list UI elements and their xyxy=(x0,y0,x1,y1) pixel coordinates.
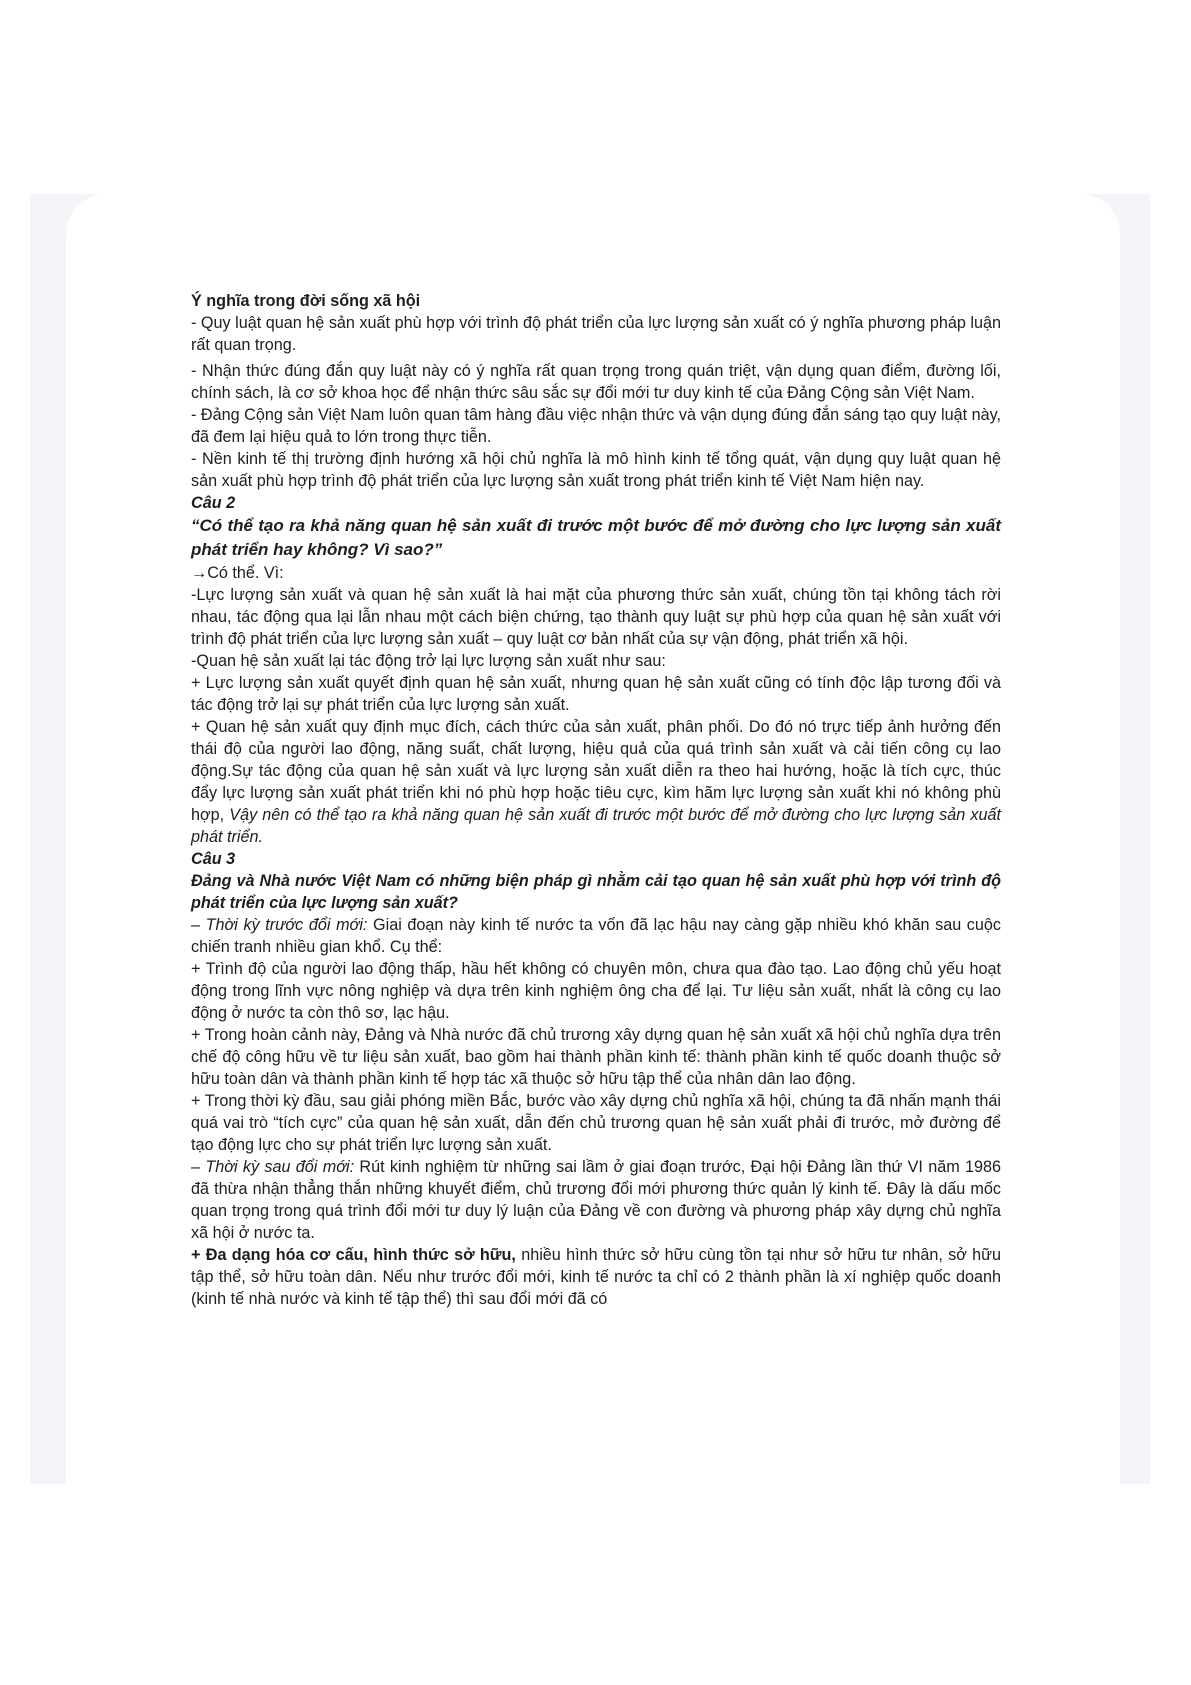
paragraph: -Lực lượng sản xuất và quan hệ sản xuất là hai mặt của phương thức sản xuất, chúng tồn tại không tách rời nhau, tác động qua lại lẫn nhau một cách biện chứng, tạo thành quy luật sự phù hợp của quan hệ sản xuất với trình độ phát triển của lực lượng sản xuất – quy luật cơ bản nhất của sự vận động, phát triển xã hội. xyxy=(191,586,1001,648)
answer-lead: →Có thể. Vì: xyxy=(191,564,284,582)
paragraph: - Nhận thức đúng đắn quy luật này có ý nghĩa rất quan trọng trong quán triệt, vận dụng quan điểm, đường lối, chính sách, là cơ sở khoa học để nhận thức sâu sắc sự đổi mới tư duy kinh tế của Đảng Cộng sản Việt Nam. xyxy=(191,362,1001,402)
paragraph-text: Rút kinh nghiệm từ những sai lầm ở giai đoạn trước, Đại hội Đảng lần thứ VI năm 1986 đã thừa nhận thẳng thắn những khuyết điểm, chủ trương đổi mới phương thức quản lý kinh tế. Đây là dấu mốc quan trọng trong quá trình đổi mới tư duy lý luận của Đảng về con đường và phương pháp xây dựng chủ nghĩa xã hội ở nước ta. xyxy=(191,1158,1002,1242)
paragraph: + Trong thời kỳ đầu, sau giải phóng miền Bắc, bước vào xây dựng chủ nghĩa xã hội, chúng ta đã nhấn mạnh thái quá vai trò “tích cực” của quan hệ sản xuất, dẫn đến chủ trương quan hệ sản xuất phải đi trước, mở đường để tạo động lực cho sự phát triển lực lượng sản xuất. xyxy=(191,1092,1001,1154)
paragraph-text: Giai đoạn này kinh tế nước ta vốn đã lạc hậu nay càng gặp nhiều khó khăn sau cuộc chiến tranh nhiều gian khổ. Cụ thể: xyxy=(191,916,1002,956)
paragraph: - Quy luật quan hệ sản xuất phù hợp với trình độ phát triển của lực lượng sản xuất có ý nghĩa phương pháp luận rất quan trọng. xyxy=(191,314,1001,354)
paragraph xyxy=(191,716,1001,848)
document-body xyxy=(191,290,1001,1310)
paragraph: + Lực lượng sản xuất quyết định quan hệ sản xuất, nhưng quan hệ sản xuất cũng có tính độc lập tương đối và tác động trở lại sự phát triển của lực lượng sản xuất. xyxy=(191,674,1001,714)
section-title: Ý nghĩa trong đời sống xã hội xyxy=(191,292,421,310)
paragraph: + Trong hoàn cảnh này, Đảng và Nhà nước đã chủ trương xây dựng quan hệ sản xuất xã hội chủ nghĩa dựa trên chế độ công hữu về tư liệu sản xuất, bao gồm hai thành phần kinh tế: thành phần kinh tế quốc doanh thuộc sở hữu toàn dân và thành phần kinh tế hợp tác xã thuộc sở hữu tập thể của nhân dân lao động. xyxy=(191,1026,1001,1088)
paragraph xyxy=(191,914,1001,958)
paragraph: - Đảng Cộng sản Việt Nam luôn quan tâm hàng đầu việc nhận thức và vận dụng đúng đắn sáng tạo quy luật này, đã đem lại hiệu quả to lớn trong thực tiễn. xyxy=(191,406,1001,446)
question-text: Đảng và Nhà nước Việt Nam có những biện pháp gì nhằm cải tạo quan hệ sản xuất phù hợp với trình độ phát triển của lực lượng sản xuất? xyxy=(191,872,1001,912)
paragraph: -Quan hệ sản xuất lại tác động trở lại lực lượng sản xuất như sau: xyxy=(191,652,666,670)
period-label: – Thời kỳ trước đổi mới: xyxy=(191,916,368,934)
paragraph-text: + Quan hệ sản xuất quy định mục đích, cách thức của sản xuất, phân phối. Do đó nó trực tiếp ảnh hưởng đến thái độ của người lao động, năng suất, chất lượng, hiệu quả của quá trình sản xuất và cải tiến công cụ lao động.Sự tác động của quan hệ sản xuất và lực lượng sản xuất diễn ra theo hai hướng, hoặc là tích cực, thúc đẩy lực lượng sản xuất phát triển khi nó phù hợp hoặc tiêu cực, kìm hãm lực lượng sản xuất khi nó không phù hợp, xyxy=(191,718,1001,824)
paragraph xyxy=(191,1156,1001,1244)
question-text: “Có thể tạo ra khả năng quan hệ sản xuất đi trước một bước để mở đường cho lực lượng sản xuất phát triển hay không? Vì sao?” xyxy=(191,516,1001,559)
paragraph: - Nền kinh tế thị trường định hướng xã hội chủ nghĩa là mô hình kinh tế tổng quát, vận dụng quy luật quan hệ sản xuất phù hợp trình độ phát triển của lực lượng sản xuất trong phát triển kinh tế Việt Nam hiện nay. xyxy=(191,450,1001,490)
bold-lead: + Đa dạng hóa cơ cấu, hình thức sở hữu, xyxy=(191,1246,516,1264)
paragraph-conclusion: Vậy nên có thể tạo ra khả năng quan hệ sản xuất đi trước một bước để mở đường cho lực lượng sản xuất phát triển. xyxy=(191,806,1001,846)
paragraph xyxy=(191,1244,1001,1310)
question-label: Câu 2 xyxy=(191,494,236,512)
paragraph-text: nhiều hình thức sở hữu cùng tồn tại như sở hữu tư nhân, sở hữu tập thể, sở hữu toàn dân. Nếu như trước đổi mới, kinh tế nước ta chỉ có 2 thành phần là xí nghiệp quốc doanh (kinh tế nhà nước và kinh tế tập thể) thì sau đổi mới đã có xyxy=(191,1246,1002,1308)
paragraph: + Trình độ của người lao động thấp, hầu hết không có chuyên môn, chưa qua đào tạo. Lao động chủ yếu hoạt động trong lĩnh vực nông nghiệp và dựa trên kinh nghiệm ông cha để lại. Tư liệu sản xuất, nhất là công cụ lao động ở nước ta còn thô sơ, lạc hậu. xyxy=(191,960,1001,1022)
period-label: – Thời kỳ sau đổi mới: xyxy=(191,1158,355,1176)
question-label: Câu 3 xyxy=(191,850,236,868)
